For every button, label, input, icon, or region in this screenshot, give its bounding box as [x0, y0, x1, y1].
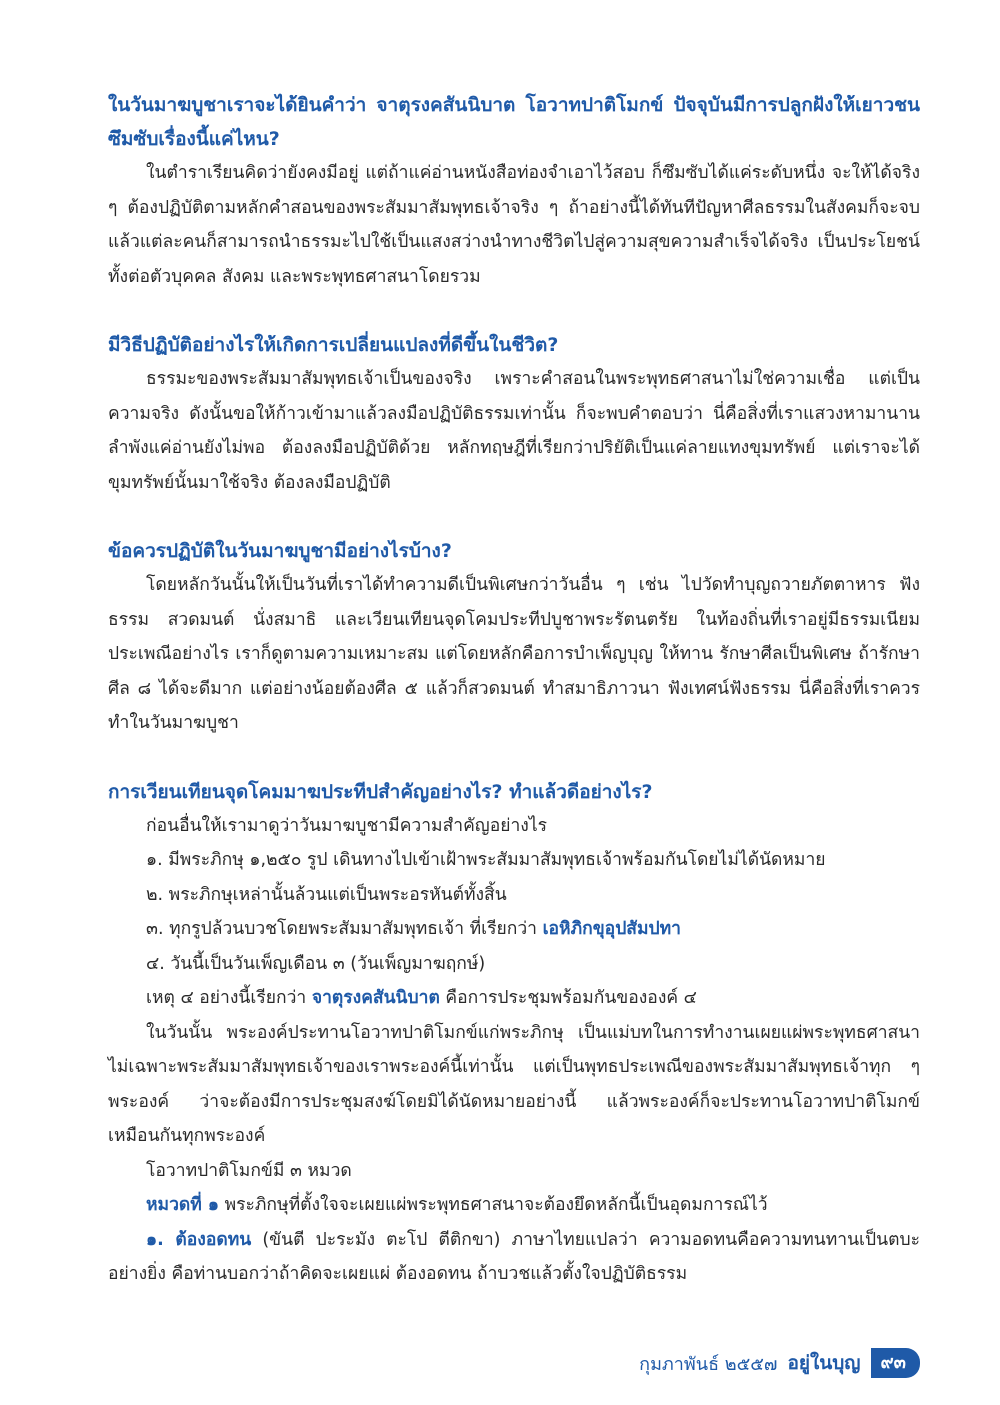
- point-1-term: ๑. ต้องอดทน: [146, 1229, 252, 1250]
- list-item-2: ๒. พระภิกษุเหล่านั้นล้วนแต่เป็นพระอรหันต์ทั้งสิ้น: [146, 884, 507, 905]
- list-item-4: ๔. วันนี้เป็นวันเพ็ญเดือน ๓ (วันเพ็ญมาฆฤกษ์): [146, 953, 486, 974]
- point-1: [108, 1223, 920, 1292]
- section-1-body: ในตำราเรียนคิดว่ายังคงมีอยู่ แต่ถ้าแค่อ่านหนังสือท่องจำเอาไว้สอบ ก็ซึมซับได้แค่ระดับหนึ่ง จะให้ได้จริง ๆ ต้องปฏิบัติตามหลักคำสอนของพระสัมมาสัมพุทธเจ้าจริง ๆ ถ้าอย่างนี้ได้ทันทีปัญหาศีลธรรมในสังคมก็จะจบ แล้วแต่ละคนก็สามารถนำธรรมะไปใช้เป็นแสงสว่างนำทางชีวิตไปสู่ความสุขความสำเร็จได้จริง เป็นประโยชน์ทั้งต่อตัวบุคคล สังคม และพระพุทธศาสนาโดยรวม: [108, 163, 920, 287]
- list-item-3: [108, 912, 920, 947]
- list-item-3-text: ๓. ทุกรูปล้วนบวชโดยพระสัมมาสัมพุทธเจ้า ที่เรียกว่า: [146, 919, 543, 939]
- list-item-1: ๑. มีพระภิกษุ ๑,๒๕๐ รูป เดินทางไปเข้าเฝ้าพระสัมมาสัมพุทธเจ้าพร้อมกันโดยไม่ได้นัดหมาย: [146, 850, 826, 870]
- cause-post: คือการประชุมพร้อมกันขององค์ ๔: [439, 988, 697, 1008]
- article: [108, 88, 920, 1292]
- page-number: ๙๓: [871, 1348, 921, 1378]
- page-footer: [639, 1348, 920, 1378]
- ordination-term: เอหิภิกขุอุปสัมปทา: [542, 919, 681, 939]
- ovada-paragraph: ในวันนั้น พระองค์ประทานโอวาทปาติโมกข์แก่พระภิกษุ เป็นแม่บทในการทำงานเผยแผ่พระพุทธศาสนา ไม่เฉพาะพระสัมมาสัมพุทธเจ้าของเราพระองค์นี้เท่านั้น แต่เป็นพุทธประเพณีของพระสัมมาสัมพุทธเจ้าทุก ๆ พระองค์ ว่าจะต้องมีการประชุมสงฆ์โดยมิได้นัดหมายอย่างนี้ แล้วพระองค์ก็จะประทานโอวาทปาติโมกข์เหมือนกันทุกพระองค์: [108, 1022, 920, 1146]
- category-1-text: พระภิกษุที่ตั้งใจจะเผยแผ่พระพุทธศาสนาจะต้องยึดหลักนี้เป็นอุดมการณ์ไว้: [219, 1195, 768, 1215]
- section-4-intro: ก่อนอื่นให้เรามาดูว่าวันมาฆบูชามีความสำคัญอย่างไร: [146, 815, 548, 836]
- categories-intro: โอวาทปาติโมกข์มี ๓ หมวด: [146, 1160, 352, 1181]
- category-1-term: หมวดที่ ๑: [146, 1195, 219, 1215]
- section-3-heading: ข้อควรปฏิบัติในวันมาฆบูชามีอย่างไรบ้าง?: [108, 540, 452, 562]
- section-2-body: ธรรมะของพระสัมมาสัมพุทธเจ้าเป็นของจริง เพราะคำสอนในพระพุทธศาสนาไม่ใช่ความเชื่อ แต่เป็นความจริง ดังนั้นขอให้ก้าวเข้ามาแล้วลงมือปฏิบัติธรรมเท่านั้น ก็จะพบคำตอบว่า นี่คือสิ่งที่เราแสวงหามานาน ลำพังแค่อ่านยังไม่พอ ต้องลงมือปฏิบัติด้วย หลักทฤษฎีที่เรียกว่าปริยัติเป็นแค่ลายแทงขุมทรัพย์ แต่เราจะได้ขุมทรัพย์นั้นมาใช้จริง ต้องลงมือปฏิบัติ: [108, 369, 920, 493]
- issue-date: กุมภาพันธ์ ๒๕๕๗: [639, 1353, 778, 1375]
- section-2-heading: มีวิธีปฏิบัติอย่างไรให้เกิดการเปลี่ยนแปลงที่ดีขึ้นในชีวิต?: [108, 334, 559, 356]
- cause-term: จาตุรงคสันนิบาต: [311, 988, 440, 1008]
- section-1-heading: ในวันมาฆบูชาเราจะได้ยินคำว่า จาตุรงคสันนิบาต โอวาทปาติโมกข์ ปัจจุบันมีการปลูกฝังให้เยาวชนซึมซับเรื่องนี้แค่ไหน?: [108, 94, 920, 150]
- cause-line: [108, 981, 920, 1016]
- section-4-heading: การเวียนเทียนจุดโคมมาฆประทีปสำคัญอย่างไร? ทำแล้วดีอย่างไร?: [108, 780, 653, 803]
- cause-pre: เหตุ ๔ อย่างนี้เรียกว่า: [146, 988, 312, 1008]
- point-1-text: (ขันตี ปะระมัง ตะโป ตีติกขา) ภาษาไทยแปลว่า ความอดทนคือความทนทานเป็นตบะอย่างยิ่ง คือท่านบอกว่าถ้าคิดจะเผยแผ่ ต้องอดทน ถ้าบวชแล้วตั้งใจปฏิบัติธรรม: [108, 1229, 920, 1284]
- category-1: [108, 1188, 920, 1223]
- section-3-body: โดยหลักวันนั้นให้เป็นวันที่เราได้ทำความดีเป็นพิเศษกว่าวันอื่น ๆ เช่น ไปวัดทำบุญถวายภัตตาหาร ฟังธรรม สวดมนต์ นั่งสมาธิ และเวียนเทียนจุดโคมประทีปบูชาพระรัตนตรัย ในท้องถิ่นที่เราอยู่มีธรรมเนียมประเพณีอย่างไร เราก็ดูตามความเหมาะสม แต่โดยหลักคือการบำเพ็ญบุญ ให้ทาน รักษาศีลเป็นพิเศษ ถ้ารักษาศีล ๘ ได้จะดีมาก แต่อย่างน้อยต้องศีล ๕ แล้วก็สวดมนต์ ทำสมาธิภาวนา ฟังเทศน์ฟังธรรม นี่คือสิ่งที่เราควรทำในวันมาฆบูชา: [108, 575, 920, 733]
- magazine-name: อยู่ในบุญ: [787, 1352, 861, 1374]
